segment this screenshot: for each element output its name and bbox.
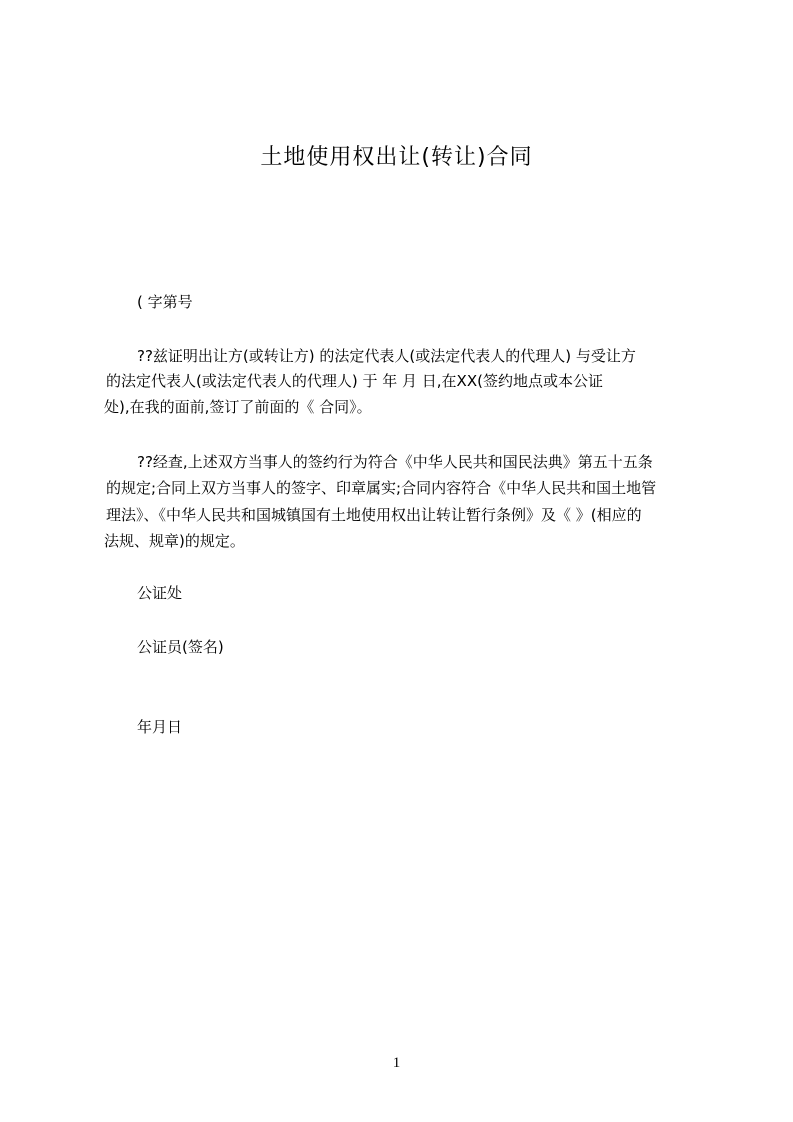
paragraph-2-line-2: 的规定;合同上双方当事人的签字、印章属实;合同内容符合《中华人民共和国土地管 bbox=[106, 479, 657, 497]
paragraph-1-line-1: ??兹证明出让方(或转让方) 的法定代表人(或法定代表人的代理人) 与受让方 bbox=[137, 347, 636, 365]
notary-office-label: 公证处 bbox=[137, 584, 183, 602]
date-line: 年月日 bbox=[137, 718, 183, 736]
page-number: 1 bbox=[392, 1055, 401, 1071]
paragraph-2-line-1: ??经查,上述双方当事人的签约行为符合《中华人民共和国民法典》第五十五条 bbox=[137, 453, 653, 471]
reference-number-line: ( 字第号 bbox=[137, 293, 193, 311]
notary-signature-label: 公证员(签名) bbox=[137, 638, 224, 656]
paragraph-2-line-4: 法规、规章)的规定。 bbox=[104, 532, 245, 550]
document-title: 土地使用权出让(转让)合同 bbox=[260, 145, 533, 170]
paragraph-1-line-3: 处),在我的面前,签订了前面的《 合同》。 bbox=[104, 398, 372, 416]
paragraph-2-line-3: 理法》、《中华人民共和国城镇国有土地使用权出让转让暂行条例》及《 》(相应的 bbox=[106, 506, 642, 524]
paragraph-1-line-2: 的法定代表人(或法定代表人的代理人) 于 年 月 日,在XX(签约地点或本公证 bbox=[106, 372, 603, 390]
